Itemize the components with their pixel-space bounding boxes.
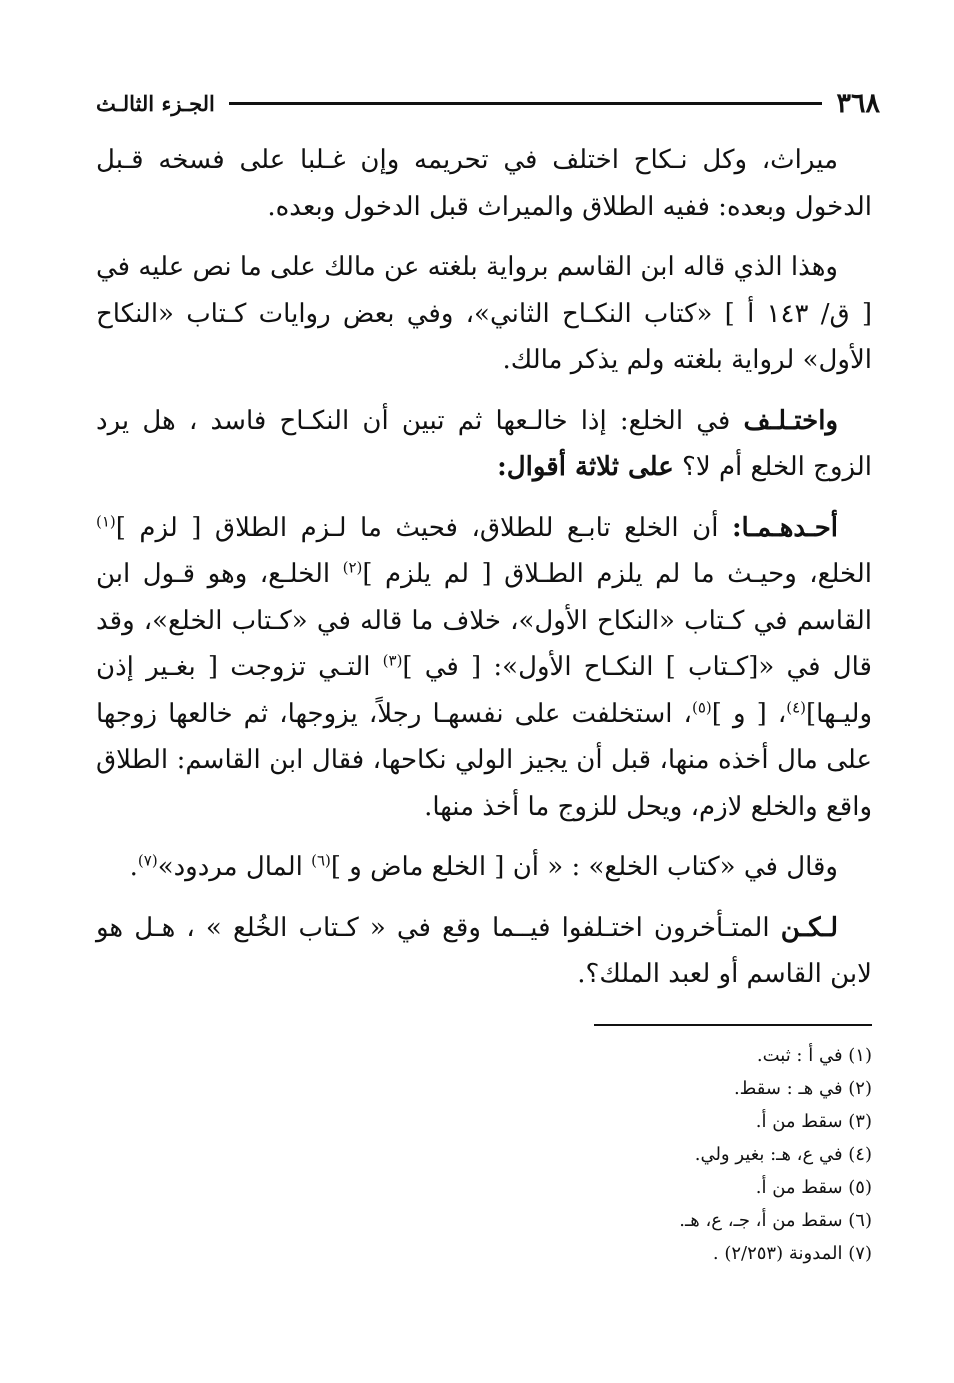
paragraph-4-text-f: ، استخلفت على نفسهـا رجلاً، يزوجها، ثم خالعها زوجها على مال أخذه منها، قبل أن يجيز الولي نكاحها، فقال ابن القاسم: الطلاق واقع والخلع لازم، ويحل للزوج ما أخذ منها. xyxy=(96,698,872,822)
paragraph-2: وهذا الذي قاله ابن القاسم برواية بلغته عن مالك على ما نص عليه في [ ق/ ١٤٣ أ ] «كتاب النكـاح الثاني»، وفي بعض روايات كـتاب «النكاح الأول» لرواية بلغته ولم يذكر مالك. xyxy=(96,252,873,375)
footnote-ref-3: (٣) xyxy=(382,651,403,670)
footnote-2: (٢) في هـ : سقط. xyxy=(733,1078,872,1099)
footnote-1: (١) في أ : ثبت. xyxy=(756,1045,872,1066)
paragraph-4-text-e: ، [ و ] xyxy=(711,698,787,729)
footnote-ref-7: (٧) xyxy=(137,851,158,870)
paragraph-4-lead: أحـدهـمـا: xyxy=(731,512,838,543)
paragraph-3-lead: واختـلـف xyxy=(743,405,838,436)
paragraph-4 xyxy=(96,505,872,831)
footnote-ref-4: (٤) xyxy=(786,697,807,716)
footnote-3: (٣) سقط من أ. xyxy=(755,1111,872,1132)
paragraph-5 xyxy=(96,844,872,891)
footnote-7: (٧) المدونة (٢/٢٥٣) . xyxy=(712,1243,872,1264)
page-header xyxy=(96,78,880,128)
volume-title: الجـزء الثالـث xyxy=(96,90,215,116)
footnotes xyxy=(560,1039,872,1270)
footnote-5: (٥) سقط من أ. xyxy=(755,1177,872,1198)
footnote-ref-2: (٢) xyxy=(342,558,363,577)
footnote-4: (٤) في ع، هـ: بغير ولي. xyxy=(694,1144,872,1165)
paragraph-6-lead: لـكـن xyxy=(780,912,838,943)
footnote-ref-5: (٥) xyxy=(691,697,712,716)
main-text xyxy=(96,137,872,1012)
paragraph-5-text-b: المال مردود» xyxy=(157,852,312,882)
paragraph-6 xyxy=(96,905,872,998)
footnote-rule xyxy=(594,1024,872,1026)
paragraph-3-text: في الخلع: إذا خالـعها ثم تبين أن النكـاح فاسد ، هل يرد الزوج الخلع أم لا؟ xyxy=(96,405,872,482)
paragraph-3-bold-tail: على ثلاثة أقوال: xyxy=(497,452,674,482)
paragraph-6-text: المتـأخرون اختـلفوا فيــما وقع في « كـتاب الخُلع » ، هـل هو لابن القاسم أو لعبد الملك؟. xyxy=(96,912,872,989)
paragraph-5-text-c: . xyxy=(129,852,138,882)
footnote-6: (٦) سقط من أ، جـ، ع، هـ. xyxy=(679,1210,872,1231)
footnote-ref-1: (١) xyxy=(96,511,116,530)
footnote-ref-6: (٦) xyxy=(311,851,331,870)
paragraph-3 xyxy=(96,398,872,491)
paragraph-4-text-c: الخلـع، وهو قـول ابن القاسم في كـتاب «النكاح الأول»، خلاف ما قاله في «كـتاب الخلع»، وقد قال في «[كـتاب ] النكـاح الأول»: [ في ] xyxy=(96,559,872,682)
paragraph-1: ميراث، وكل نـكاح اختلف في تحريمه وإن غـلبا على فسخه قـبل الدخول وبعده: ففيه الطلاق والميراث قبل الدخول وبعده. xyxy=(96,145,872,222)
header-rule xyxy=(229,102,823,105)
paragraph-5-text-a: وقال في «كتاب الخلع» : « أن [ الخلع ماض و ] xyxy=(330,852,838,882)
paragraph-4-text-a: أن الخلع تابـع للطلاق، فحيث ما لـزم الطلاق [ لزم ] xyxy=(115,512,732,543)
paragraph-4-text-d: التـي تزوجت [ بغـير إذن وليـها] xyxy=(96,652,873,729)
page-number: ٣٦٨ xyxy=(836,87,880,119)
paragraph-4-text-b: الخلع، وحيـث ما لم يلزم الطـلاق [ لم يلزم ] xyxy=(362,559,872,589)
